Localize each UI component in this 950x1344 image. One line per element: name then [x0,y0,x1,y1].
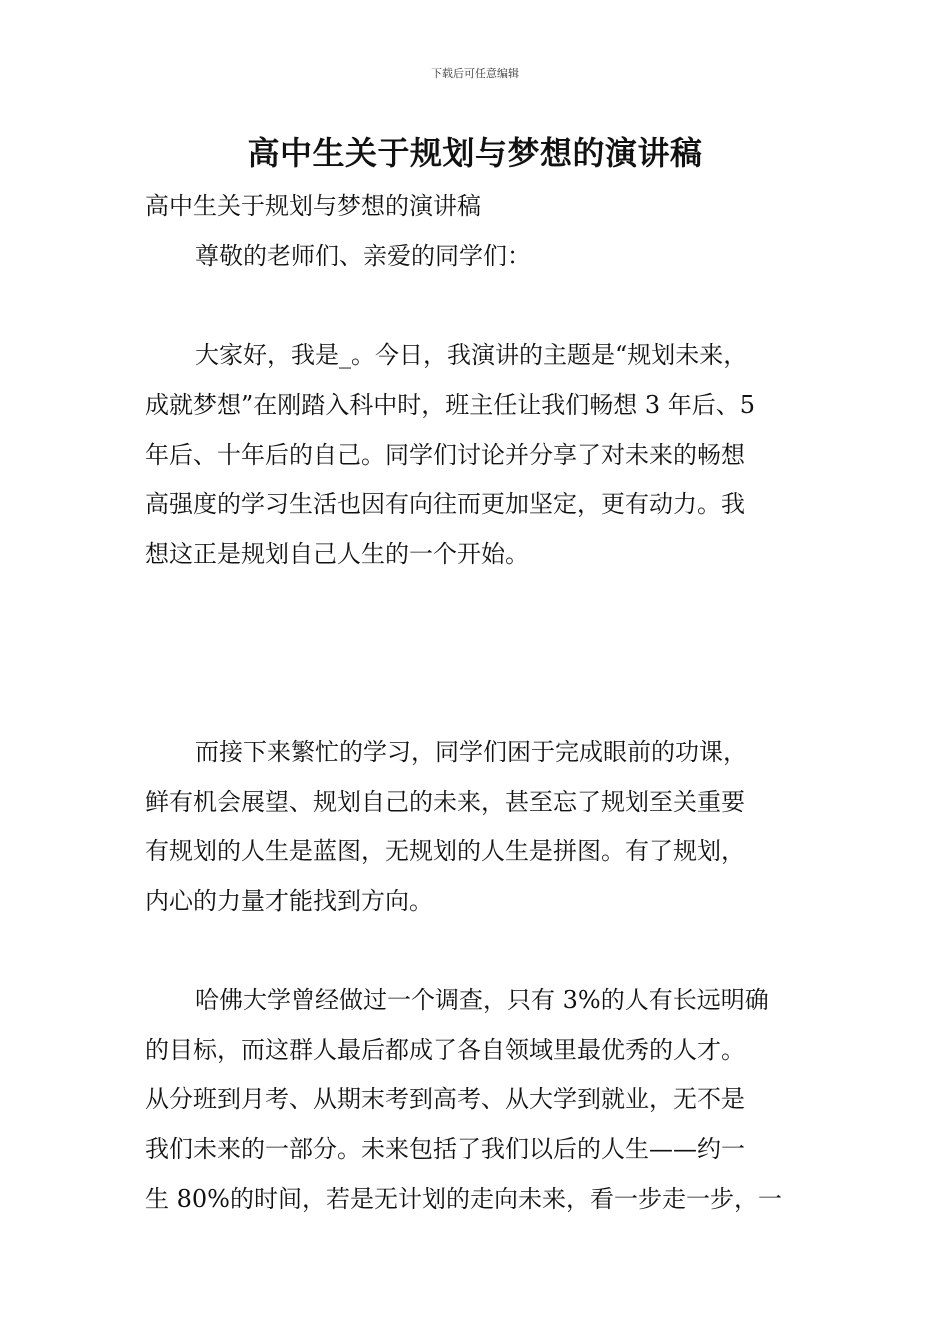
greeting: 尊敬的老师们、亲爱的同学们： [195,242,531,270]
header-note: 下载后可任意编辑 [431,67,519,80]
paragraph-1-line-1: 大家好，我是_。今日，我演讲的主题是“规划未来， [195,341,748,369]
paragraph-3-line-4: 我们未来的一部分。未来包括了我们以后的人生——约一 [145,1135,745,1163]
paragraph-2-line-1: 而接下来繁忙的学习，同学们困于完成眼前的功课， [195,738,747,766]
paragraph-2-line-3: 有规划的人生是蓝图，无规划的人生是拼图。有了规划， [145,837,745,865]
paragraph-3-line-5: 生 80%的时间，若是无计划的走向未来，看一步走一步，一 [145,1185,782,1213]
subtitle: 高中生关于规划与梦想的演讲稿 [145,192,481,220]
paragraph-2-line-4: 内心的力量才能找到方向。 [145,887,433,915]
paragraph-1-line-2: 成就梦想”在刚踏入科中时，班主任让我们畅想 3 年后、5 [145,391,756,419]
paragraph-3-line-1: 哈佛大学曾经做过一个调查，只有 3%的人有长远明确 [195,986,769,1014]
paragraph-2-line-2: 鲜有机会展望、规划自己的未来，甚至忘了规划至关重要 [145,788,745,816]
paragraph-1-line-5: 想这正是规划自己人生的一个开始。 [145,540,529,568]
paragraph-3-line-3: 从分班到月考、从期末考到高考、从大学到就业，无不是 [145,1085,745,1113]
document-title: 高中生关于规划与梦想的演讲稿 [247,134,703,172]
paragraph-3-line-2: 的目标，而这群人最后都成了各自领域里最优秀的人才。 [145,1036,745,1064]
paragraph-1-line-3: 年后、十年后的自己。同学们讨论并分享了对未来的畅想 [145,441,745,469]
paragraph-1-line-4: 高强度的学习生活也因有向往而更加坚定，更有动力。我 [145,490,745,518]
